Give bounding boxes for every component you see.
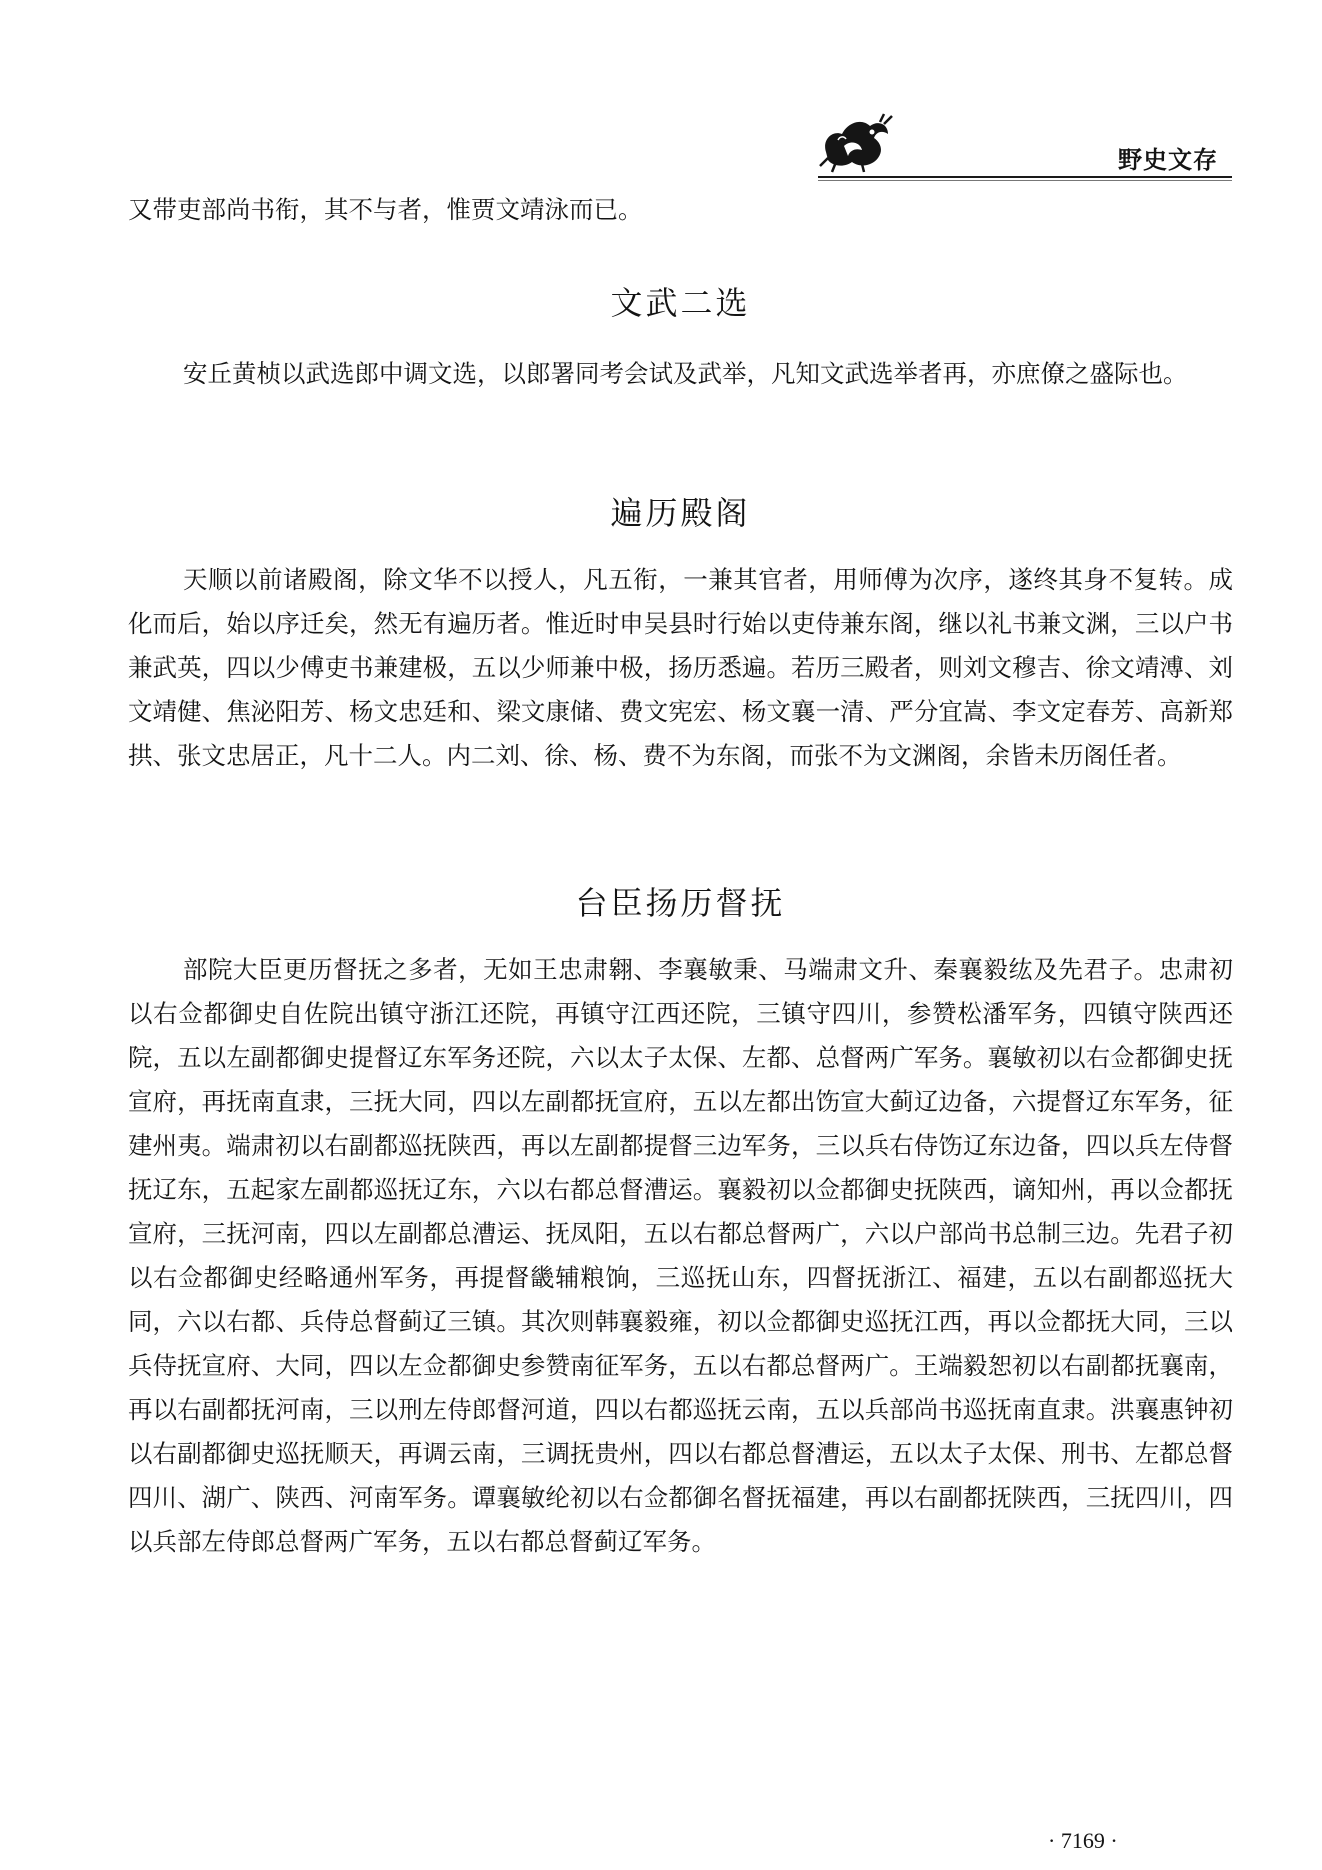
section-paragraph-wenwu-erxuan: 安丘黄桢以武选郎中调文选，以郎署同考会试及武举，凡知文武选举者再，亦庶僚之盛际也。 [183, 359, 1188, 388]
header-rule [818, 176, 1232, 178]
page-number: · 7169 · [1048, 1828, 1118, 1853]
running-header-title: 野史文存 [1118, 146, 1218, 174]
section-title-bianli-diange: 遍历殿阁 [610, 494, 751, 532]
section-paragraph-taichen-yangli-dufu: 部院大臣更历督抚之多者，无如王忠肃翱、李襄敏秉、马端肃文升、秦襄毅纮及先君子。忠肃初以右佥都御史自佐院出镇守浙江还院，再镇守江西还院，三镇守四川，参赞松潘军务，四镇守陕西还院，五以左副都御史提督辽东军务还院，六以太子太保、左都、总督两广军务。襄敏初以右佥都御史抚宣府，再抚南直隶，三抚大同，四以左副都抚宣府，五以左都出饬宣大蓟辽边备，六提督辽东军务，征建州夷。端肃初以右副都巡抚陕西，再以左副都提督三边军务，三以兵右侍饬辽东边备，四以兵左侍督抚辽东，五起家左副都巡抚辽东，六以右都总督漕运。襄毅初以佥都御史抚陕西，谪知州，再以佥都抚宣府，三抚河南，四以左副都总漕运、抚凤阳，五以右都总督两广，六以户部尚书总制三边。先君子初以右佥都御史经略通州军务，再提督畿辅粮饷，三巡抚山东，四督抚浙江、福建，五以右副都巡抚大同，六以右都、兵侍总督蓟辽三镇。其次则韩襄毅雍，初以佥都御史巡抚江西，再以佥都抚大同，三以兵侍抚宣府、大同，四以左佥都御史参赞南征军务，五以右都总督两广。王端毅恕初以右副都抚襄南，再以右副都抚河南，三以刑左侍郎督河道，四以右都巡抚云南，五以兵部尚书巡抚南直隶。洪襄惠钟初以右副都御史巡抚顺天，再调云南，三调抚贵州，四以右都总督漕运，五以太子太保、刑书、左都总督四川、湖广、陕西、河南军务。谭襄敏纶初以右佥都御名督抚福建，再以右副都抚陕西，三抚四川，四以兵部左侍郎总督两广军务，五以右都总督蓟辽军务。 [128, 955, 1233, 1556]
continued-paragraph: 又带吏部尚书衔，其不与者，惟贾文靖泳而已。 [128, 195, 643, 224]
header-rule-thin [818, 180, 1232, 181]
dragon-emblem-icon [818, 112, 894, 174]
section-title-wenwu-erxuan: 文武二选 [610, 284, 751, 322]
section-title-taichen-yangli-dufu: 台臣扬历督抚 [575, 884, 786, 922]
section-paragraph-bianli-diange: 天顺以前诸殿阁，除文华不以授人，凡五衔，一兼其官者，用师傅为次序，遂终其身不复转。成化而后，始以序迁矣，然无有遍历者。惟近时申吴县时行始以吏侍兼东阁，继以礼书兼文渊，三以户书兼武英，四以少傅吏书兼建极，五以少师兼中极，扬历悉遍。若历三殿者，则刘文穆吉、徐文靖溥、刘文靖健、焦泌阳芳、杨文忠廷和、梁文康储、费文宪宏、杨文襄一清、严分宜嵩、李文定春芳、高新郑拱、张文忠居正，凡十二人。内二刘、徐、杨、费不为东阁，而张不为文渊阁，余皆未历阁任者。 [128, 565, 1233, 770]
